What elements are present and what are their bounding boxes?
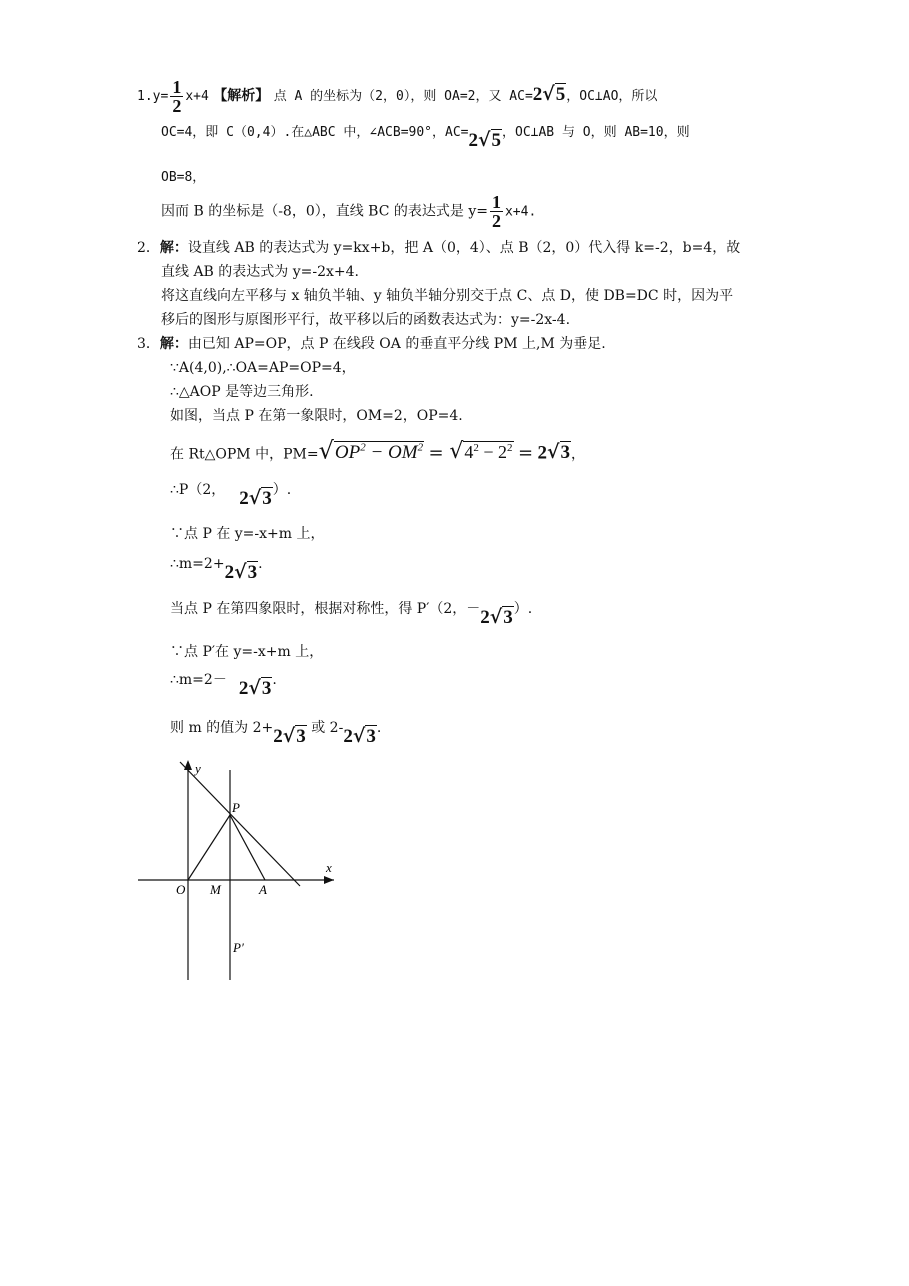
label-m: M bbox=[210, 882, 221, 897]
sqrt: √5 bbox=[542, 83, 566, 105]
segment-pa bbox=[230, 815, 265, 880]
p1-number: 1. bbox=[137, 89, 153, 104]
p1-line3: OB=8， bbox=[161, 170, 206, 185]
p2-line4: 移后的图形与原图形平行，故平移以后的函数表达式为：y=-2x-4. bbox=[161, 312, 571, 328]
p1-line4: 因而 B 的坐标是（-8，0），直线 BC 的表达式是 y= $\frac{1}{2}$ x+4. bbox=[161, 192, 537, 231]
p3-line1: 3．解：由已知 AP=OP，点 P 在线段 OA 的垂直平分线 PM 上,M 为垂足. bbox=[137, 336, 606, 352]
label-p-prime: P′ bbox=[233, 940, 244, 955]
analysis-tag: 【解析】 bbox=[213, 88, 270, 104]
label-a: A bbox=[259, 882, 267, 897]
p3-line11: ∴m=2－ 2√3. bbox=[170, 672, 277, 699]
p3-line8: ∴m=2+2√3. bbox=[170, 556, 263, 583]
p3-line3: ∴△AOP 是等边三角形. bbox=[170, 384, 314, 400]
p2-line2: 直线 AB 的表达式为 y=-2x+4. bbox=[161, 264, 360, 280]
fraction: $\frac{1}{2}$ bbox=[491, 192, 501, 231]
p3-line4: 如图，当点 P 在第一象限时，OM=2，OP=4. bbox=[170, 408, 463, 424]
fraction: $\frac{1}{2}$ bbox=[172, 76, 182, 116]
y-axis-arrow bbox=[184, 760, 192, 770]
label-p: P bbox=[232, 800, 240, 815]
p3-line2: ∵A(4,0),∴OA=AP=OP=4， bbox=[170, 360, 356, 376]
p3-line6: ∴P（2， 2√3）. bbox=[170, 482, 292, 509]
p1-line2: OC=4，即 C（0,4）.在△ABC 中，∠ACB=90°，AC=2√5，OC⊥AB 与 O，则 AB=10，则 bbox=[161, 125, 690, 151]
p3-line7: ∵点 P 在 y=-x+m 上， bbox=[170, 526, 325, 542]
segment-op bbox=[188, 815, 230, 880]
sqrt: √3 bbox=[282, 725, 306, 747]
p3-line5: 在 Rt△OPM 中，$PM=√OP^2 - OM^2 = √4^2 - 2^2 = 2√3$， bbox=[170, 432, 585, 470]
line-y-neg-x-m bbox=[180, 762, 300, 886]
label-x: x bbox=[326, 860, 332, 875]
sqrt: √3 bbox=[248, 487, 272, 509]
sqrt: √3 bbox=[248, 677, 272, 699]
sqrt: $√OP^2 - OM^2$ bbox=[318, 436, 424, 465]
sqrt: √3 bbox=[352, 725, 376, 747]
p2-line3: 将这直线向左平移与 x 轴负半轴、y 轴负半轴分别交于点 C、点 D，使 DB=DC 时，因为平 bbox=[161, 288, 734, 304]
sqrt: $√4^2 - 2^2$ bbox=[449, 439, 513, 465]
sqrt: √5 bbox=[478, 129, 501, 151]
label-o: O bbox=[176, 882, 186, 897]
p1-line1: 1.y= $\frac{1}{2}$ x+4 【解析】 点 A 的坐标为（2，0），则 OA=2，又 AC=2√5，OC⊥AO，所以 bbox=[137, 76, 658, 116]
p2-line1: 2．解：设直线 AB 的表达式为 y=kx+b，把 A（0，4）、点 B（2，0）代入得 k=-2，b=4，故 bbox=[137, 240, 741, 256]
p3-line9: 当点 P 在第四象限时，根据对称性，得 P′（2，－2√3）. bbox=[170, 601, 533, 628]
sqrt: √3 bbox=[547, 441, 571, 464]
x-axis-arrow bbox=[324, 876, 334, 884]
p3-line12: 则 m 的值为 2+2√3 或 2-2√3. bbox=[170, 720, 382, 747]
sqrt: √3 bbox=[489, 606, 513, 628]
sqrt: √3 bbox=[234, 561, 258, 583]
p3-line10: ∵点 P′在 y=-x+m 上， bbox=[170, 644, 324, 660]
label-y: y bbox=[195, 761, 201, 776]
